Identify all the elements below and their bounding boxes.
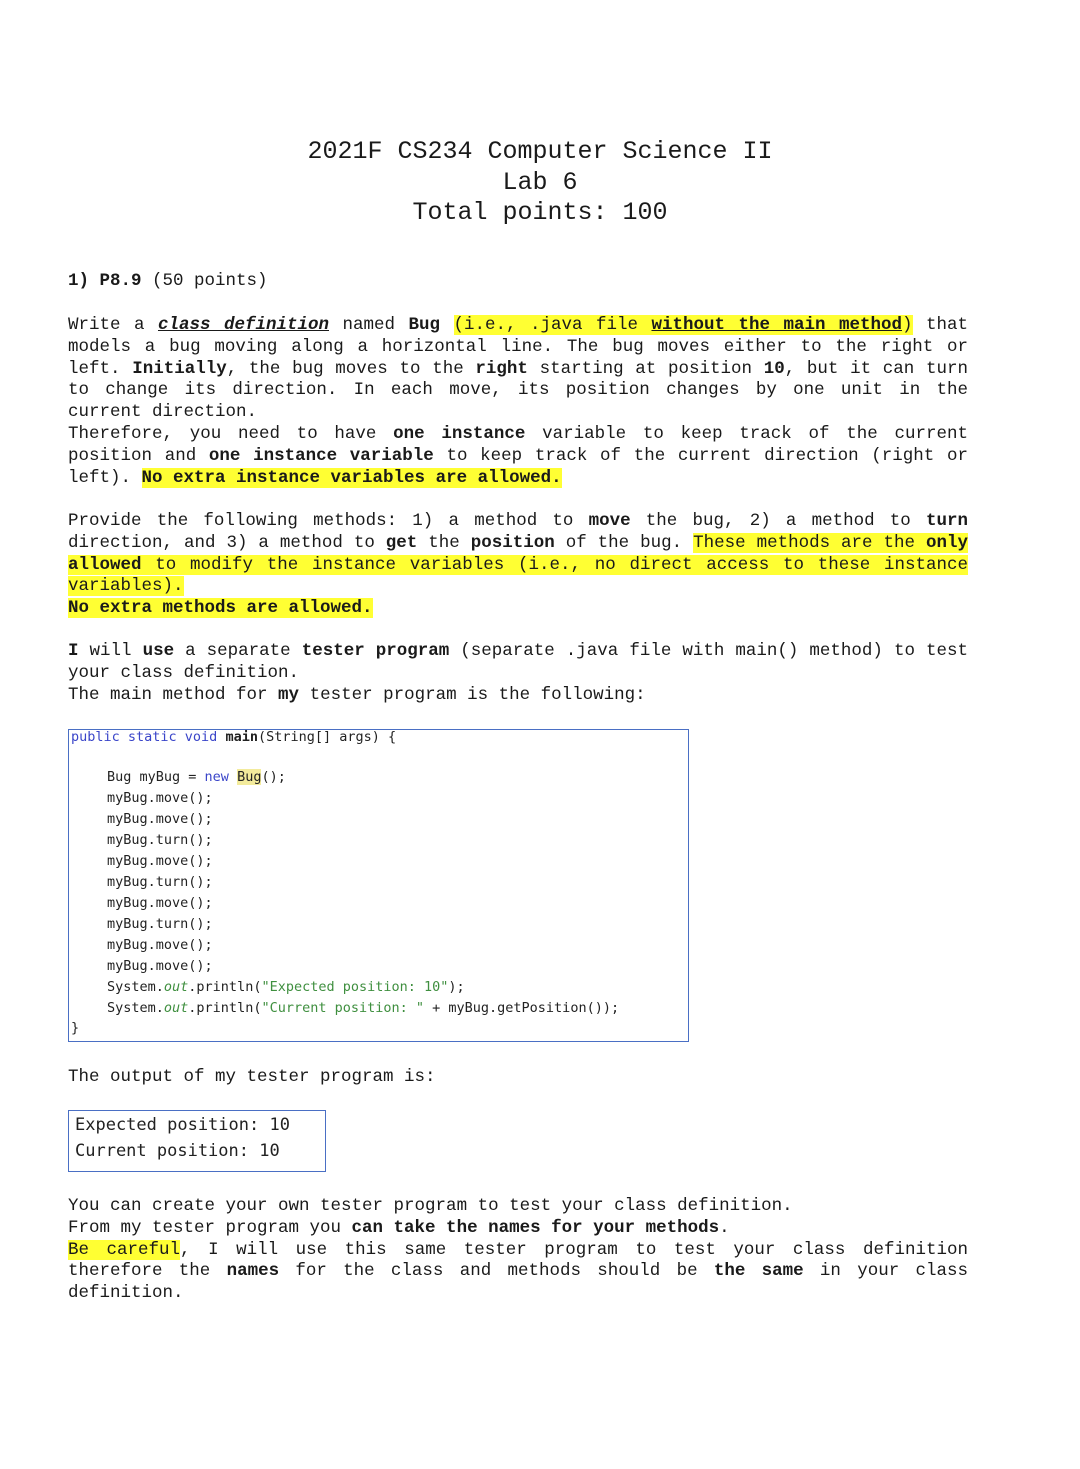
code-line-call: myBug.move();	[107, 811, 213, 827]
highlight-no-extra-variables: No extra instance variables are allowed.	[141, 467, 562, 488]
emphasis-initially: Initially	[132, 358, 227, 379]
highlight-no-extra-methods: No extra methods are allowed.	[68, 598, 373, 619]
emphasis-tester-program: tester program	[301, 641, 450, 661]
emphasis-turn: turn	[925, 511, 968, 531]
emphasis-ten: 10	[763, 358, 785, 379]
code-line-close: }	[71, 1020, 80, 1036]
code-line-call: myBug.move();	[107, 937, 213, 953]
text: (separate .java file with main() method) to test your class definition.	[68, 641, 968, 683]
emphasis-names: can take the names for your methods	[351, 1217, 720, 1238]
text: Provide the following methods: 1) a method to	[68, 511, 589, 531]
code-line-signature	[71, 729, 396, 745]
emphasis-no-main: without the main method	[651, 315, 902, 335]
text: direction, and 3) a method to	[68, 532, 386, 553]
emphasis-get: get	[385, 532, 418, 553]
text: variable to keep track of the current position and	[68, 424, 968, 466]
emphasis-move: move	[588, 511, 631, 531]
total-points: Total points: 100	[412, 198, 668, 227]
problem-points: (50 points)	[152, 271, 268, 291]
emphasis-one-instance-variable: one instance variable	[208, 445, 434, 466]
emphasis-one-instance: one instance	[393, 424, 526, 444]
paragraph-tester	[68, 641, 968, 706]
paragraph-closing	[68, 1196, 968, 1305]
code-text: System.	[107, 979, 164, 995]
code-keyword: public static void	[71, 729, 218, 745]
code-text: ();	[261, 769, 286, 785]
text: .	[719, 1217, 730, 1238]
text: in your class definition.	[68, 1261, 969, 1304]
code-field: out	[163, 979, 189, 995]
code-line-call: myBug.turn();	[107, 916, 213, 932]
code-line-declaration	[107, 769, 286, 785]
code-line-call: myBug.turn();	[107, 832, 213, 848]
code-line-print-expected	[107, 979, 465, 995]
text: named	[329, 315, 409, 335]
emphasis-class-definition: class definition	[157, 315, 329, 335]
code-line-call: myBug.move();	[107, 790, 213, 806]
text	[440, 315, 454, 335]
code-text: .println(	[188, 979, 262, 995]
code-text	[229, 769, 237, 785]
text: starting at position	[527, 358, 764, 379]
output-box	[68, 1110, 326, 1172]
emphasis-position: position	[470, 532, 555, 553]
output-intro: The output of my tester program is:	[68, 1067, 436, 1087]
code-highlight-bug: Bug	[237, 769, 262, 785]
code-method-name: main	[225, 729, 258, 745]
course-title: 2021F CS234 Computer Science II	[307, 137, 773, 166]
output-line: Expected position: 10	[75, 1115, 290, 1135]
highlight-java-file	[454, 315, 913, 335]
class-name-bug: Bug	[408, 315, 440, 335]
code-text: (String[] args) {	[257, 729, 397, 745]
emphasis-names-word: names	[226, 1261, 280, 1282]
text: the	[417, 532, 471, 553]
emphasis-use: use	[142, 641, 175, 661]
code-line-call: myBug.move();	[107, 853, 213, 869]
code-text: + myBug.getPosition());	[424, 1000, 620, 1016]
text: (i.e., .java file	[453, 315, 652, 335]
emphasis-only-allowed: only allowed	[68, 532, 968, 575]
text: From my tester program you	[68, 1217, 352, 1238]
code-string: "Current position: "	[261, 1000, 425, 1016]
lab-title: Lab 6	[502, 167, 578, 197]
paragraph-methods	[68, 511, 968, 620]
text: a separate	[174, 641, 302, 661]
problem-number: 1) P8.9	[68, 271, 142, 291]
code-line-call: myBug.move();	[107, 895, 213, 911]
text: the bug, 2) a method to	[630, 511, 926, 531]
text: )	[901, 315, 913, 335]
text: These methods are the	[693, 532, 926, 553]
code-snippet-box	[68, 729, 689, 1042]
text: for the class and methods should be	[279, 1261, 714, 1282]
text: to modify the instance variables (i.e., no direct access to these instance variables).	[68, 554, 968, 597]
code-keyword: new	[204, 769, 229, 785]
text: , the bug moves to the	[226, 358, 476, 379]
code-text: .println(	[188, 1000, 262, 1016]
code-line-call: myBug.move();	[107, 958, 213, 974]
text: You can create your own tester program to test your class definition.	[68, 1196, 793, 1216]
code-text: Bug myBug =	[107, 769, 205, 785]
paragraph-instance-variables	[68, 424, 968, 489]
text: of the bug.	[554, 532, 694, 553]
emphasis-i: I	[68, 641, 79, 661]
text: Write a	[68, 315, 158, 335]
emphasis-the-same: the same	[713, 1261, 804, 1282]
text: Therefore, you need to have	[68, 424, 394, 444]
text: will	[78, 641, 143, 661]
problem-heading	[68, 271, 968, 293]
text: to keep track of the current direction (right or left).	[68, 445, 968, 488]
text: , I will use this same tester program to test your class definition therefore the	[68, 1239, 968, 1282]
text: The main method for	[68, 684, 279, 705]
document-title	[0, 137, 1080, 229]
code-line-print-current	[107, 1000, 619, 1016]
code-text: );	[448, 979, 465, 995]
emphasis-my: my	[278, 684, 300, 705]
code-string: "Expected position: 10"	[261, 979, 449, 995]
code-text: System.	[107, 1000, 164, 1016]
text: that models a bug moving along a horizontal line. The bug moves either to the right or left.	[68, 315, 968, 379]
text: , but it can turn to change its direction. In each move, its position changes by one unit in the current direction.	[68, 358, 968, 423]
emphasis-right: right	[475, 358, 528, 379]
output-line: Current position: 10	[75, 1141, 280, 1161]
paragraph-class-definition	[68, 315, 968, 424]
text: tester program is the following:	[299, 684, 646, 705]
code-field: out	[163, 1000, 189, 1016]
code-line-call: myBug.turn();	[107, 874, 213, 890]
highlight-be-careful: Be careful	[68, 1239, 181, 1260]
